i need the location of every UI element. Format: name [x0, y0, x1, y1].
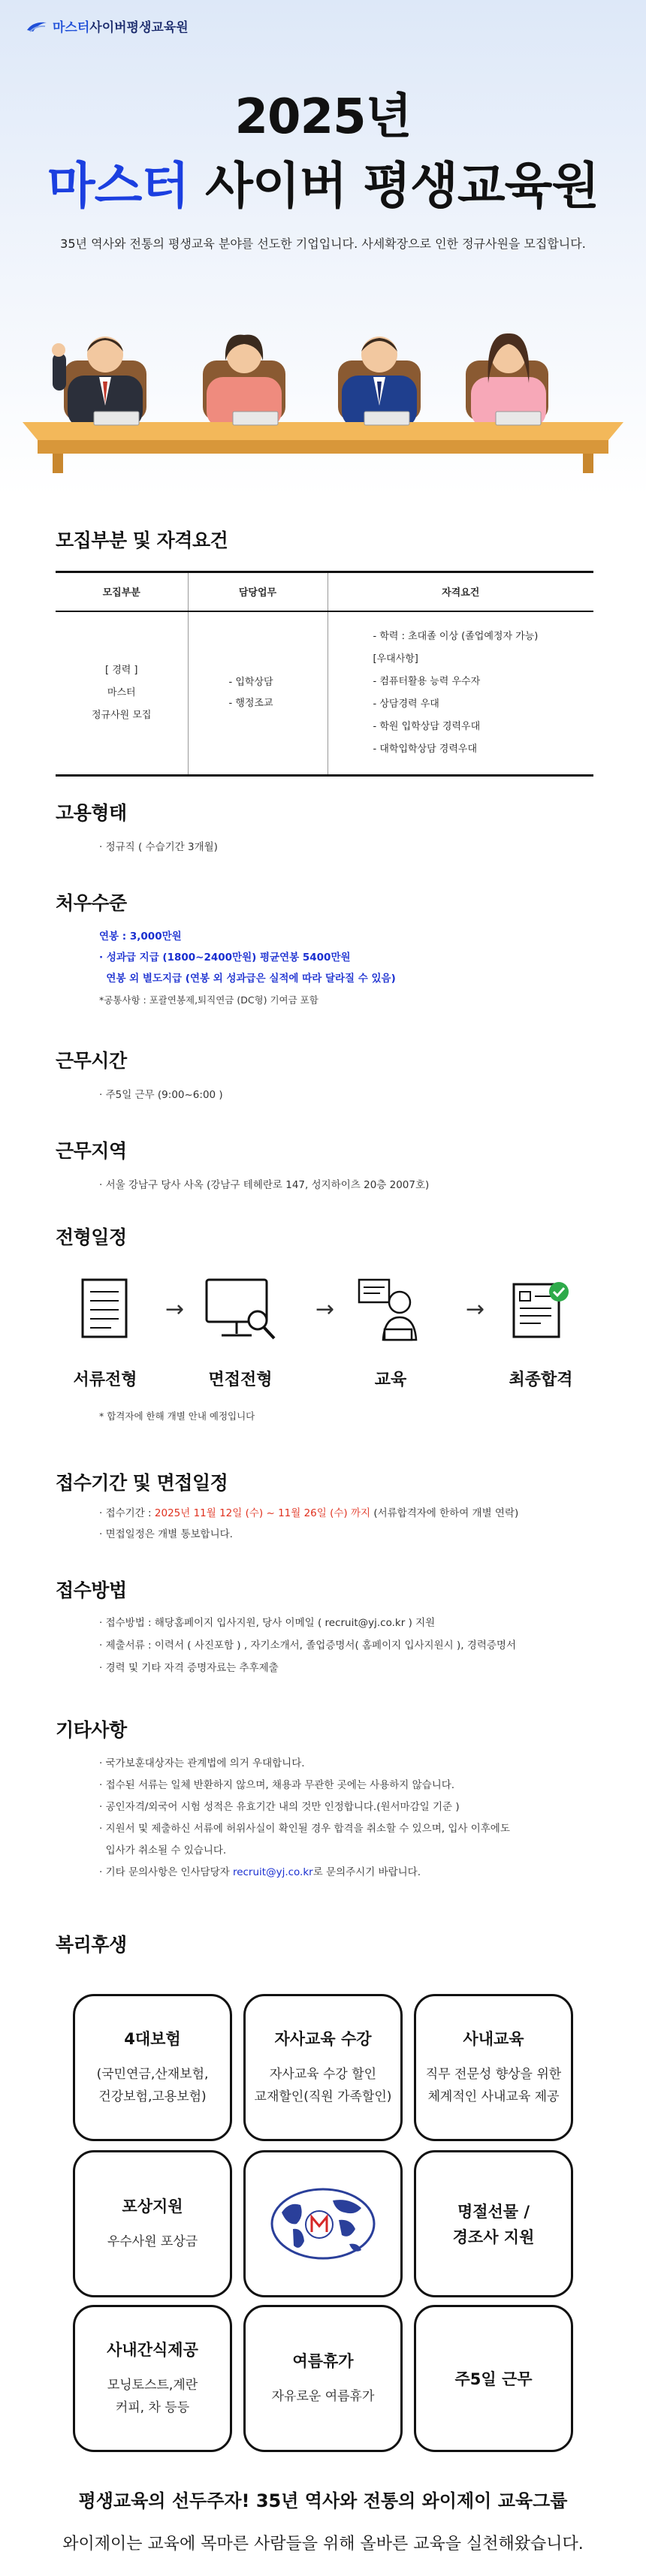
step-document: 서류전형 [45, 1269, 165, 1347]
period-section [56, 1468, 593, 1545]
process-section [56, 1223, 593, 1250]
salary-line: 연봉 : 3,000만원 [99, 931, 182, 943]
position-cell: [ 경력 ] 마스터 정규사원 모집 [56, 611, 188, 776]
method-title: 접수방법 [56, 1579, 127, 1601]
hours-section [56, 1046, 593, 1106]
document-icon [75, 1277, 135, 1344]
arrow-icon: → [466, 1296, 485, 1323]
monitor-search-icon [199, 1274, 282, 1349]
etc-section [56, 1715, 593, 1884]
salary-section [56, 888, 593, 1012]
method-line: · 접수방법 : 해당홈페이지 입사지원, 당사 이메일 ( recruit@yj.co.kr ) 지원 [99, 1617, 436, 1629]
arrow-icon: → [165, 1296, 185, 1323]
salary-line: 연봉 외 별도지급 (연봉 외 성과급은 실적에 따라 달라질 수 있음) [99, 973, 396, 985]
benefits-title: 복리후생 [56, 1934, 127, 1956]
hours-line: · 주5일 근무 (9:00~6:00 ) [99, 1089, 223, 1101]
method-line: · 제출서류 : 이력서 ( 사진포함 ) , 자기소개서, 졸업증명서( 홈페이지 입사지원시 ), 경력증명서 [99, 1639, 517, 1651]
etc-line: · 기타 문의사항은 인사담당자 recruit@yj.co.kr로 문의주시기 바랍니다. [99, 1866, 421, 1878]
benefit-card: 4대보험 (국민연금,산재보험, 건강보험,고용보험) [73, 1994, 232, 2141]
etc-title: 기타사항 [56, 1719, 127, 1741]
employment-line: · 정규직 ( 수습기간 3개월) [99, 841, 218, 853]
table-header: 담당업무 [188, 572, 328, 611]
benefit-card: 명절선물 / 경조사 지원 [414, 2150, 573, 2297]
salary-line: · 성과급 지급 (1800~2400만원) 평균연봉 5400만원 [99, 952, 351, 964]
location-title: 근무지역 [56, 1140, 127, 1162]
recruit-title: 모집부분 및 자격요건 [56, 529, 228, 551]
recruit-section [56, 526, 593, 777]
training-icon [353, 1274, 428, 1349]
method-section [56, 1576, 593, 1679]
benefit-card: 주5일 근무 [414, 2305, 573, 2452]
period-line: · 면접일정은 개별 통보합니다. [99, 1528, 233, 1540]
location-section [56, 1136, 593, 1196]
period-line: · 접수기간 : 2025년 11월 12일 (수) ~ 11월 26일 (수) 까지 (서류합격자에 한하여 개별 연락) [99, 1507, 519, 1519]
employment-title: 고용형태 [56, 802, 127, 824]
requirement-cell: - 학력 : 초대졸 이상 (졸업예정자 가능) [우대사항] - 컴퓨터활용 능력 우수자 - 상담경력 우대 - 학원 입학상담 경력우대 - 대학입학상담 경력우대 [328, 611, 593, 776]
hero-description: 35년 역사와 전통의 평생교육 분야를 선도한 기업입니다. 사세확장으로 인한 정규사원을 모집합니다. [60, 237, 586, 251]
certificate-check-icon [503, 1274, 578, 1349]
hero-org-title: 마스터 사이버 평생교육원 [47, 157, 599, 215]
employment-section [56, 798, 593, 858]
benefit-card: 자사교육 수강 자사교육 수강 할인 교재할인(직원 가족할인) [243, 1994, 403, 2141]
logo-mark-icon [26, 20, 48, 33]
etc-line: · 접수된 서류는 일체 반환하지 않으며, 채용과 무관한 곳에는 사용하지 않습니다. [99, 1779, 455, 1791]
site-logo[interactable] [26, 17, 189, 35]
etc-line: · 국가보훈대상자는 관계법에 의거 우대합니다. [99, 1757, 305, 1769]
arrow-icon: → [315, 1296, 335, 1323]
benefit-card: 포상지원 우수사원 포상금 [73, 2150, 232, 2297]
step-interview: 면접전형 [180, 1269, 300, 1352]
process-title: 전형일정 [56, 1226, 127, 1248]
footer-slogan: 평생교육의 선두주자! 35년 역사와 전통의 와이제이 교육그룹 [78, 2490, 568, 2511]
benefit-card-logo [243, 2150, 403, 2297]
etc-line: · 지원서 및 제출하신 서류에 허위사실이 확인될 경우 합격을 취소할 수 있으며, 입사 이후에도 [99, 1823, 510, 1835]
salary-note: *공통사항 : 포괄연봉제,퇴직연금 (DC형) 기여금 포함 [99, 994, 318, 1006]
period-title: 접수기간 및 면접일정 [56, 1472, 228, 1494]
etc-line: 입사가 취소될 수 있습니다. [99, 1845, 227, 1857]
benefit-card: 사내교육 직무 전문성 향상을 위한 체계적인 사내교육 제공 [414, 1994, 573, 2141]
location-line: · 서울 강남구 당사 사옥 (강남구 테헤란로 147, 성지하이츠 20층 2007호) [99, 1179, 430, 1191]
table-header: 자격요건 [328, 572, 593, 611]
footer-description: 와이제이는 교육에 목마른 사람들을 위해 올바른 교육을 실천해왔습니다. [62, 2535, 584, 2553]
step-training: 교육 [331, 1269, 451, 1352]
etc-line: · 공인자격/외국어 시험 성적은 유효기간 내의 것만 인정합니다.(원서마감일 기준 ) [99, 1801, 460, 1813]
salary-title: 처우수준 [56, 892, 127, 914]
interview-panel-illustration [23, 293, 623, 473]
step-final: 최종합격 [481, 1269, 601, 1352]
process-note: * 합격자에 한해 개별 안내 예정입니다 [99, 1410, 255, 1422]
benefits-section [56, 1930, 593, 1957]
hero-banner [0, 0, 646, 496]
benefit-card: 여름휴가 자유로운 여름휴가 [243, 2305, 403, 2452]
recruit-table [56, 571, 593, 777]
table-header: 모집부분 [56, 572, 188, 611]
duty-cell: - 입학상담 - 행정조교 [188, 611, 328, 776]
table-row [56, 611, 593, 776]
process-note-wrap [56, 1405, 593, 1428]
logo-text: 마스터사이버평생교육원 [53, 20, 189, 35]
hours-title: 근무시간 [56, 1050, 127, 1072]
contact-email-link[interactable]: recruit@yj.co.kr [232, 1866, 313, 1878]
benefit-card: 사내간식제공 모닝토스트,계란 커피, 차 등등 [73, 2305, 232, 2452]
hero-year-title: 2025년 [234, 89, 412, 145]
method-line: · 경력 및 기타 자격 증명자료는 추후제출 [99, 1662, 279, 1674]
world-map-logo-icon [267, 2182, 379, 2265]
